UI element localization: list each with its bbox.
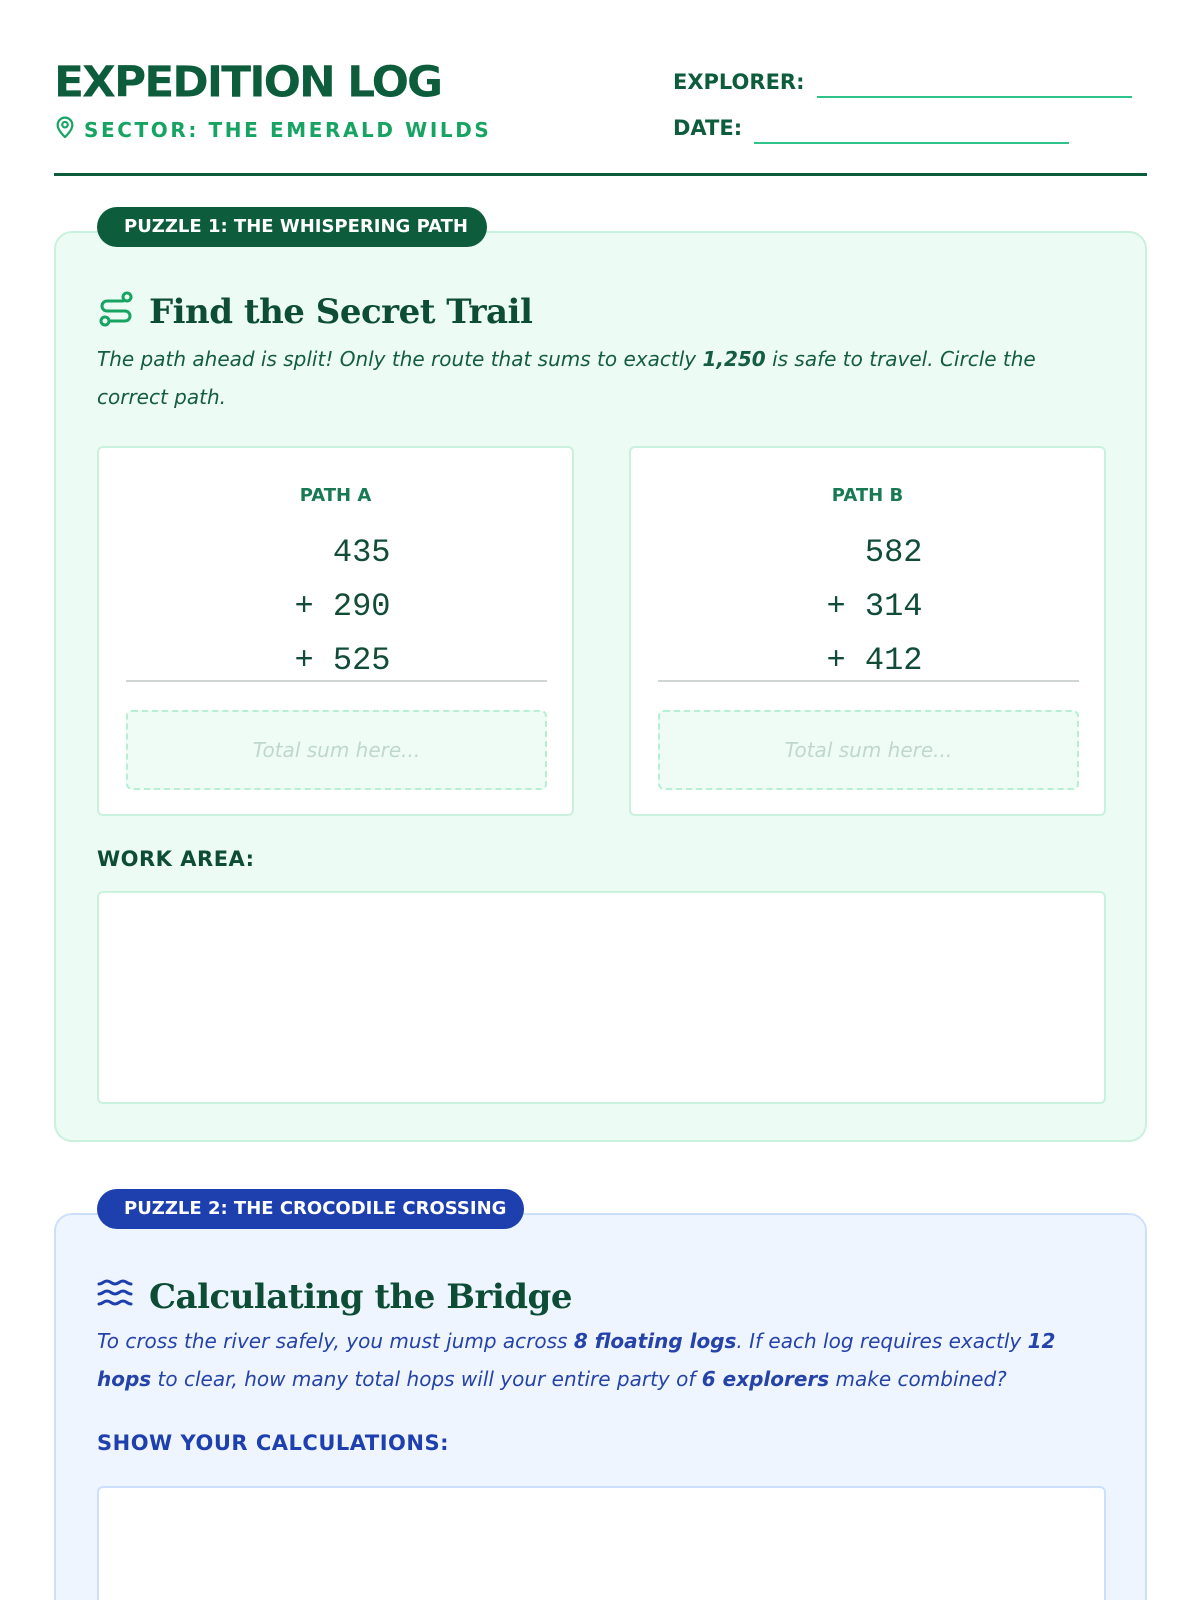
waves-icon [97,1275,135,1318]
path-a-label: PATH A [299,485,372,506]
location-pin-icon [54,115,76,144]
explorer-input-line[interactable] [817,96,1132,98]
desc-text: The path ahead is split! Only the route that sums to exactly [97,347,703,371]
explorer-field[interactable] [673,70,1132,94]
calculations-box[interactable] [97,1486,1106,1600]
page-title: EXPEDITION LOG [54,57,442,108]
date-label: DATE: [673,116,743,140]
puzzle-2-heading [97,1275,572,1318]
header [54,58,1147,178]
path-b-box[interactable] [629,446,1106,816]
path-a-total-input[interactable]: Total sum here... [126,710,547,790]
desc-text: make combined? [829,1367,1007,1391]
addend: 582 [864,534,923,571]
explorer-label: EXPLORER: [673,70,805,94]
sum-rule [658,680,1079,682]
addend: 435 [332,534,391,571]
addend: + 314 [826,588,923,625]
desc-text: is safe to travel. Circle the correct path. [97,347,1036,409]
sum-rule [126,680,547,682]
date-input-line[interactable] [754,142,1069,144]
work-area-label: WORK AREA: [97,847,255,871]
path-a-numbers [99,526,572,688]
date-field[interactable] [673,116,1069,140]
work-area-box[interactable] [97,891,1106,1104]
puzzle-1-badge: PUZZLE 1: THE WHISPERING PATH [97,207,487,247]
desc-emphasis: 6 explorers [701,1367,830,1391]
addend: + 412 [826,642,923,679]
desc-emphasis: 12 hops [97,1329,1056,1391]
addend: + 290 [294,588,391,625]
puzzle-2-description [97,1322,1097,1398]
path-a-box[interactable] [97,446,574,816]
puzzle-2-badge: PUZZLE 2: THE CROCODILE CROSSING [97,1189,524,1229]
path-b-label: PATH B [831,485,904,506]
desc-text: To cross the river safely, you must jump across [97,1329,574,1353]
puzzle-1-title: Find the Secret Trail [149,291,533,332]
desc-text: to clear, how many total hops will your entire party of [151,1367,702,1391]
sector-name: SECTOR: THE EMERALD WILDS [84,117,492,142]
addend: + 525 [294,642,391,679]
calculations-label: SHOW YOUR CALCULATIONS: [97,1431,449,1455]
sector-line [54,115,491,144]
desc-text: . If each log requires exactly [736,1329,1028,1353]
puzzle-1-heading [97,290,532,333]
puzzle-1-description [97,340,1097,416]
route-icon [97,290,135,333]
target-sum: 1,250 [702,347,766,371]
desc-emphasis: 8 floating logs [573,1329,737,1353]
header-divider [54,173,1147,176]
path-b-total-input[interactable]: Total sum here... [658,710,1079,790]
puzzle-2-title: Calculating the Bridge [149,1276,572,1317]
path-b-numbers [631,526,1104,688]
